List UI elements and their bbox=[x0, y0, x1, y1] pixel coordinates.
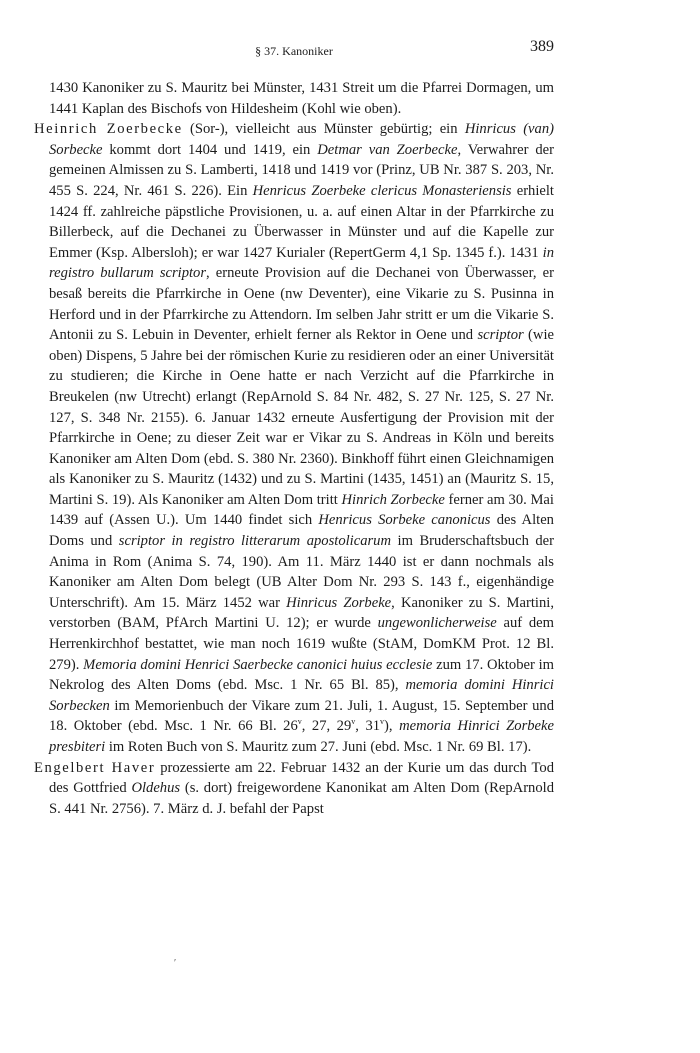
entry-name: Heinrich Zoerbecke bbox=[34, 121, 183, 138]
text-run: ), bbox=[384, 718, 400, 735]
italic-latin-text: in registro bullarum scriptor bbox=[49, 244, 554, 282]
italic-latin-text: Memoria domini Henrici Saerbecke canonici huius ecclesie bbox=[83, 656, 433, 673]
text-run: , 31 bbox=[355, 718, 381, 735]
italic-latin-text: Henricus Zoerbeke clericus Monasteriensis bbox=[252, 182, 512, 199]
text-run: , erneute Provision auf die Dechanei von Überwasser, er besaß bereits die Pfarrkirche in Oene (nw Deventer), eine Vikarie zu S. Pusinna in Herford und in der Pfarrkirche zu Attendorn. Im selben Jahr stritt er um die Vikarie S. Antonii zu S. Lebuin in Deventer, erhielt ferner als Rektor in Oene und bbox=[49, 265, 555, 344]
text-run: im Roten Buch von S. Mauritz zum 27. Juni (ebd. Msc. 1 Nr. 69 Bl. 17). bbox=[105, 739, 532, 755]
text-run: , Verwahrer der gemeinen Almissen zu S. Lamberti, 1418 und 1419 vor (Prinz, UB Nr. 387 S. 203, Nr. 455 S. 224, Nr. 461 S. 226). Ein bbox=[49, 141, 554, 199]
stray-mark: ʹ bbox=[174, 958, 177, 969]
italic-latin-text: memoria domini Hinrici Sorbecken bbox=[49, 677, 554, 714]
text-run: , Kanoniker zu S. Martini, verstorben (BAM, PfArch Martini U. 12); er wurde bbox=[49, 594, 554, 632]
text-run: (s. dort) freigewordene Kanonikat am Alten Dom (RepArnold S. 441 Nr. 2756). 7. März d. J. befahl der Papst bbox=[49, 780, 554, 817]
entry-heinrich-zoerbecke bbox=[34, 119, 554, 757]
italic-latin-text: Hinricus Zorbeke bbox=[286, 594, 392, 611]
text-run: 1430 Kanoniker zu S. Mauritz bei Münster, 1431 Streit um die Pfarrei Dormagen, um 1441 Kaplan des Bischofs von Hildesheim (Kohl wie oben). bbox=[49, 80, 554, 117]
entry-name: Engelbert Haver bbox=[34, 759, 156, 776]
entry-continuation bbox=[34, 78, 554, 119]
italic-latin-text: scriptor bbox=[477, 327, 524, 344]
text-run: kommt dort 1404 und 1419, ein bbox=[102, 141, 318, 158]
page-number: 389 bbox=[530, 38, 554, 55]
text-run: auf dem Herrenkirchhof bestattet, wie man noch 1619 wußte (StAM, DomKM Prot. 12 Bl. 279). bbox=[49, 615, 554, 673]
text-run: im Bruderschaftsbuch der Anima in Rom (Anima S. 74, 190). Am 11. März 1440 ist er dann nochmals als Kanoniker am Alten Dom belegt (UB Alter Dom Nr. 293 S. 143 f., eigenhändige Unterschrift). Am 15. März 1452 war bbox=[49, 533, 555, 611]
body-text bbox=[34, 78, 554, 819]
text-run: ferner am 30. Mai 1439 auf (Assen U.). Um 1440 findet sich bbox=[49, 491, 554, 529]
italic-latin-text: Oldehus bbox=[131, 780, 181, 797]
entry-engelbert-haver bbox=[34, 758, 554, 820]
text-run: , 27, 29 bbox=[301, 718, 352, 735]
text-run: zum 17. Oktober im Nekrolog des Alten Doms (ebd. Msc. 1 Nr. 65 Bl. 85), bbox=[49, 656, 554, 694]
italic-latin-text: memoria Hinrici Zorbeke presbiteri bbox=[49, 718, 554, 755]
superscript: v bbox=[351, 717, 356, 727]
text-run: erhielt 1424 ff. zahlreiche päpstliche Provisionen, u. a. auf einen Altar in der Pfarrkirche zu Billerbeck, auf die Dechanei zu Überwasser in Münster und auf die Kapelle zur Emmer (Ksp. Albersloh); er war 1427 Kurialer (RepertGerm 4,1 Sp. 1345 f.). 1431 bbox=[49, 182, 554, 261]
italic-latin-text: ungewonlicherweise bbox=[377, 615, 497, 632]
italic-latin-text: Detmar van Zoerbecke bbox=[317, 141, 458, 158]
superscript: v bbox=[380, 717, 385, 727]
text-run: im Memorienbuch der Vikare zum 21. Juli, 1. August, 15. September und 18. Oktober (ebd. Msc. 1 Nr. 66 Bl. 26 bbox=[49, 697, 554, 735]
running-head bbox=[34, 38, 554, 62]
text-run: (wie oben) Dispens, 5 Jahre bei der römischen Kurie zu residieren oder an einer Universität zu studieren; die Kirche in Oene hatte er nach Verzicht auf die Pfarrkirche in Breukelen (nw Utrecht) erlangt (RepArnold S. 84 Nr. 482, S. 27 Nr. 125, S. 27 Nr. 127, S. 348 Nr. 2155). 6. Januar 1432 erneute Ausfertigung der Provision mit der Pfarrkirche in Oene; zu dieser Zeit war er Vikar zu S. Andreas in Köln und bereits Kanoniker am Alten Dom (ebd. S. 380 Nr. 2360). Binkhoff führt einen Gleichnamigen als Kanoniker zu S. Mauritz (1432) und zu S. Martini (1435, 1451) an (Mauritz S. 15, Martini S. 19). Als Kanoniker am Alten Dom tritt bbox=[49, 327, 554, 508]
italic-latin-text: Henricus Sorbeke canonicus bbox=[318, 512, 491, 529]
text-run: prozessierte am 22. Februar 1432 an der Kurie um das durch Tod des Gottfried bbox=[49, 759, 554, 797]
italic-latin-text: Hinrich Zorbecke bbox=[341, 491, 445, 508]
superscript: v bbox=[297, 717, 302, 727]
section-title: § 37. Kanoniker bbox=[255, 44, 333, 58]
text-run: des Alten Doms und bbox=[49, 512, 554, 550]
italic-latin-text: scriptor in registro litterarum apostolicarum bbox=[118, 533, 392, 550]
text-run: (Sor-), vielleicht aus Münster gebürtig; ein bbox=[182, 121, 465, 138]
italic-latin-text: Hinricus (van) Sorbecke bbox=[49, 121, 554, 158]
